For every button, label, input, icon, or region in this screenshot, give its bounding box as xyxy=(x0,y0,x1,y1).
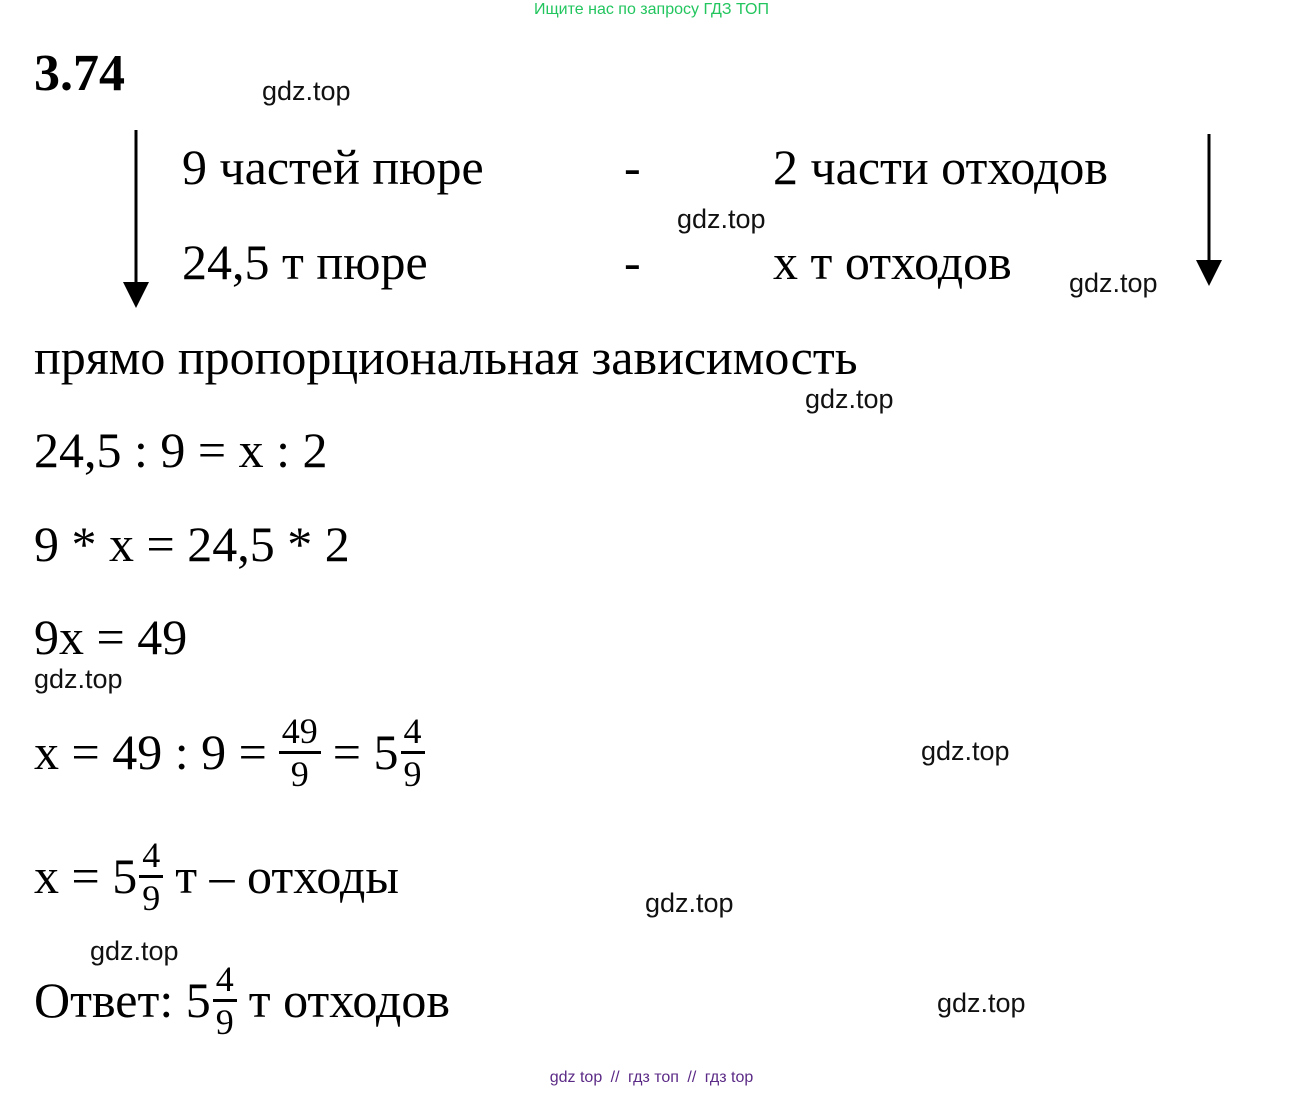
footer-link-gdz-top[interactable]: gdz top xyxy=(549,1069,603,1086)
answer-prefix: Ответ: 5 xyxy=(34,972,211,1028)
footer-separator: // xyxy=(610,1069,620,1086)
eq5-suffix: т – отходы xyxy=(175,848,399,904)
row1-dash: - xyxy=(624,139,641,195)
search-banner: Ищите нас по запросу ГДЗ ТОП xyxy=(534,1,769,18)
fraction-denominator: 9 xyxy=(215,1001,234,1042)
watermark: gdz.top xyxy=(921,736,1010,766)
fraction-numerator: 4 xyxy=(401,713,425,754)
equation-4 xyxy=(34,702,427,802)
equation-5 xyxy=(34,826,399,926)
eq4-prefix: х = 49 : 9 = xyxy=(34,724,267,780)
mixed-fraction xyxy=(213,958,237,1042)
row1-right: 2 части отходов xyxy=(773,139,1109,195)
answer-line xyxy=(34,950,450,1050)
eq4-equals: = 5 xyxy=(332,724,399,780)
footer-link-gdz-top-mixed[interactable]: гдз top xyxy=(704,1069,754,1086)
answer-suffix: т отходов xyxy=(248,972,450,1028)
footer-link-gdz-top-ru[interactable]: гдз топ xyxy=(628,1069,679,1086)
fraction-numerator: 49 xyxy=(279,713,321,754)
equation-2: 9 * х = 24,5 * 2 xyxy=(34,516,350,572)
watermark: gdz.top xyxy=(34,664,123,694)
fraction-numerator: 4 xyxy=(139,837,163,878)
watermark: gdz.top xyxy=(262,76,351,106)
watermark: gdz.top xyxy=(677,204,766,234)
eq5-prefix: х = 5 xyxy=(34,848,138,904)
fraction-49-9 xyxy=(279,710,321,794)
problem-number: 3.74 xyxy=(34,45,125,102)
fraction-denominator: 9 xyxy=(142,877,161,918)
relation-text: прямо пропорциональная зависимость xyxy=(34,329,858,385)
arrow-down-left-icon xyxy=(118,128,154,310)
footer-links xyxy=(0,1069,1303,1087)
row2-right: х т отходов xyxy=(773,234,1012,290)
fraction-denominator: 9 xyxy=(403,753,422,794)
equation-1: 24,5 : 9 = х : 2 xyxy=(34,422,328,478)
row1-left: 9 частей пюре xyxy=(182,139,484,195)
watermark: gdz.top xyxy=(645,888,734,918)
row2-left: 24,5 т пюре xyxy=(182,234,428,290)
row2-dash: - xyxy=(624,234,641,290)
watermark: gdz.top xyxy=(937,988,1026,1018)
mixed-fraction xyxy=(139,834,163,918)
arrow-down-right-icon xyxy=(1191,132,1227,288)
mixed-fraction xyxy=(401,710,425,794)
footer-separator: // xyxy=(687,1069,697,1086)
fraction-denominator: 9 xyxy=(290,753,309,794)
fraction-numerator: 4 xyxy=(213,961,237,1002)
equation-3: 9х = 49 xyxy=(34,609,188,665)
watermark: gdz.top xyxy=(805,384,894,414)
watermark: gdz.top xyxy=(1069,268,1158,298)
watermark: gdz.top xyxy=(90,936,179,966)
